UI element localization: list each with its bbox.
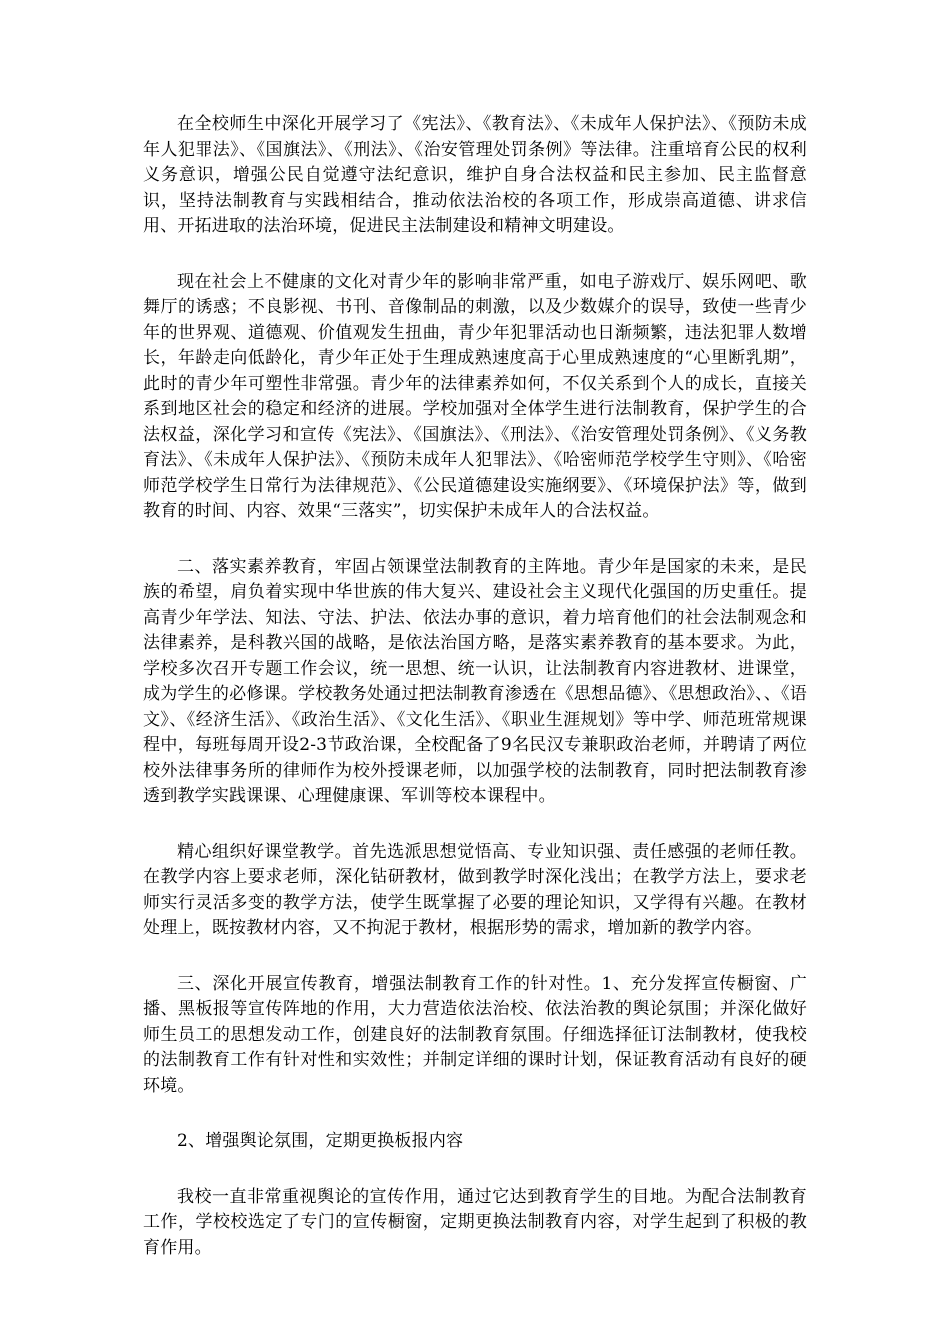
document-page xyxy=(143,112,807,1291)
paragraph-classroom-teaching: 精心组织好课堂教学。首先选派思想觉悟高、专业知识强、责任感强的老师任教。在教学内容上要求老师，深化钻研教材，做到教学时深化浅出；在教学方法上，要求老师实行灵活多变的教学方法，使学生既掌握了必要的理论知识，又学得有兴趣。在教材处理上，既按教材内容，又不拘泥于教材，根据形势的需求，增加新的教学内容。 xyxy=(143,841,807,938)
paragraph-legal-study: 在全校师生中深化开展学习了《宪法》、《教育法》、《未成年人保护法》、《预防未成年人犯罪法》、《国旗法》、《刑法》、《治安管理处罚条例》等法律。注重培育公民的权利义务意识，增强公民自觉遵守法纪意识，维护自身合法权益和民主参加、民主监督意识，坚持法制教育与实践相结合，推动依法治校的各项工作，形成崇高道德、讲求信用、开拓进取的法治环境，促进民主法制建设和精神文明建设。 xyxy=(143,114,807,236)
paragraph-public-opinion: 我校一直非常重视舆论的宣传作用，通过它达到教育学生的目地。为配合法制教育工作，学校校选定了专门的宣传橱窗，定期更换法制教育内容，对学生起到了积极的教育作用。 xyxy=(143,1186,807,1258)
paragraph-publicity-education: 三、深化开展宣传教育，增强法制教育工作的针对性。1、充分发挥宣传橱窗、广播、黑板报等宣传阵地的作用，大力营造依法治校、依法治教的舆论氛围；并深化做好师生员工的思想发动工作，创建良好的法制教育氛围。仔细选择征订法制教材，使我校的法制教育工作有针对性和实效性；并制定详细的课时计划，保证教育活动有良好的硬环境。 xyxy=(143,973,807,1096)
paragraph-social-influence: 现在社会上不健康的文化对青少年的影响非常严重，如电子游戏厅、娱乐网吧、歌舞厅的诱惑；不良影视、书刊、音像制品的刺激，以及少数媒介的误导，致使一些青少年的世界观、道德观、价值观发生扭曲，青少年犯罪活动也日渐频繁，违法犯罪人数增长，年龄走向低龄化，青少年正处于生理成熟速度高于心里成熟速度的“心里断乳期”，此时的青少年可塑性非常强。青少年的法律素养如何，不仅关系到个人的成长，直接关系到地区社会的稳定和经济的进展。学校加强对全体学生进行法制教育，保护学生的合法权益，深化学习和宣传《宪法》、《国旗法》、《刑法》、《治安管理处罚条例》、《义务教育法》、《未成年人保护法》、《预防未成年人犯罪法》、《哈密师范学校学生守则》、《哈密师范学校学生日常行为法律规范》、《公民道德建设实施纲要》、《环境保护法》等，做到教育的时间、内容、效果“三落实”，切实保护未成年人的合法权益。 xyxy=(143,271,807,521)
paragraph-heading-blackboard: 2、增强舆论氛围，定期更换板报内容 xyxy=(177,1131,464,1151)
paragraph-quality-education: 二、落实素养教育，牢固占领课堂法制教育的主阵地。青少年是国家的未来，是民族的希望，肩负着实现中华世族的伟大复兴、建设社会主义现代化强国的历史重任。提高青少年学法、知法、守法、护法、依法办事的意识，着力培育他们的社会法制观念和法律素养，是科教兴国的战略，是依法治国方略，是落实素养教育的基本要求。为此，学校多次召开专题工作会议，统一思想、统一认识，让法制教育内容进教材、进课堂，成为学生的必修课。学校教务处通过把法制教育渗透在《思想品德》、《思想政治》、、《语文》、《经济生活》、《政治生活》、《文化生活》、《职业生涯规划》等中学、师范班常规课程中，每班每周开设2-3节政治课，全校配备了9名民汉专兼职政治老师，并聘请了两位校外法律事务所的律师作为校外授课老师，以加强学校的法制教育，同时把法制教育渗透到教学实践课课、心理健康课、军训等校本课程中。 xyxy=(143,556,807,806)
